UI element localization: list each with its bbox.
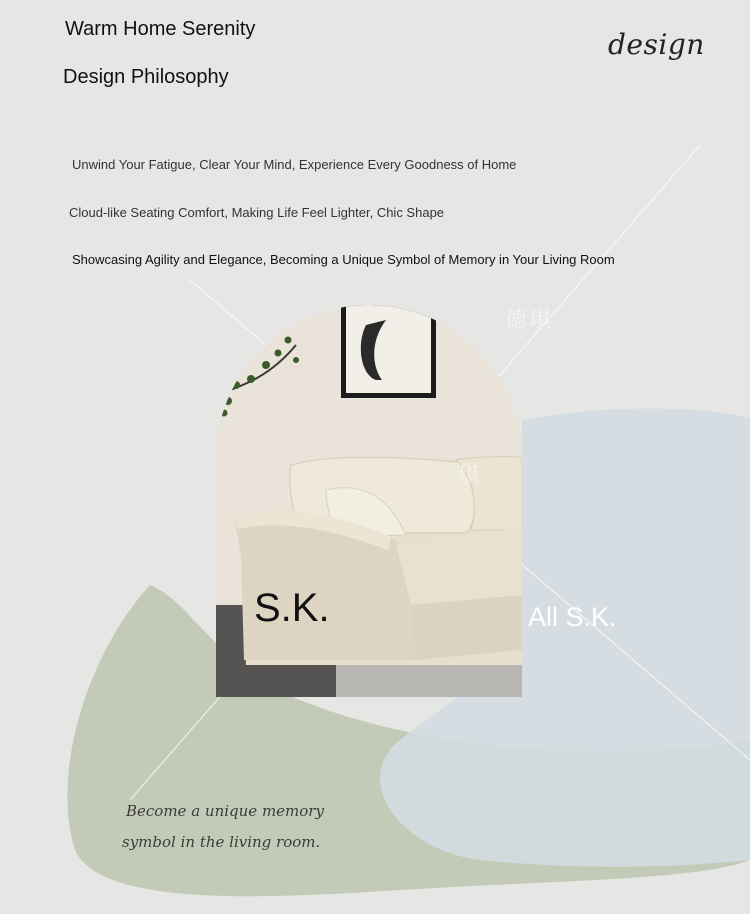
feature-line-1: Unwind Your Fatigue, Clear Your Mind, Experience Every Goodness of Home <box>72 157 517 172</box>
watermark-text: 琪 <box>458 463 483 488</box>
caption-line-1: Become a unique memory <box>126 802 324 820</box>
caption-line-2: symbol in the living room. <box>122 833 321 851</box>
page-subtitle: Design Philosophy <box>63 66 229 88</box>
design-script-text: design <box>608 28 705 61</box>
page-title: Warm Home Serenity <box>65 18 256 40</box>
brand-mark-alt: All S.K. <box>528 602 617 632</box>
feature-line-2: Cloud-like Seating Comfort, Making Life Feel Lighter, Chic Shape <box>69 205 445 220</box>
brand-mark: S.K. <box>254 586 330 630</box>
sofa-illustration <box>216 305 522 697</box>
watermark-text: 德琪 <box>505 308 554 333</box>
sofa-photo <box>216 305 522 697</box>
feature-line-3: Showcasing Agility and Elegance, Becoming a Unique Symbol of Memory in Your Living Room <box>72 252 615 267</box>
